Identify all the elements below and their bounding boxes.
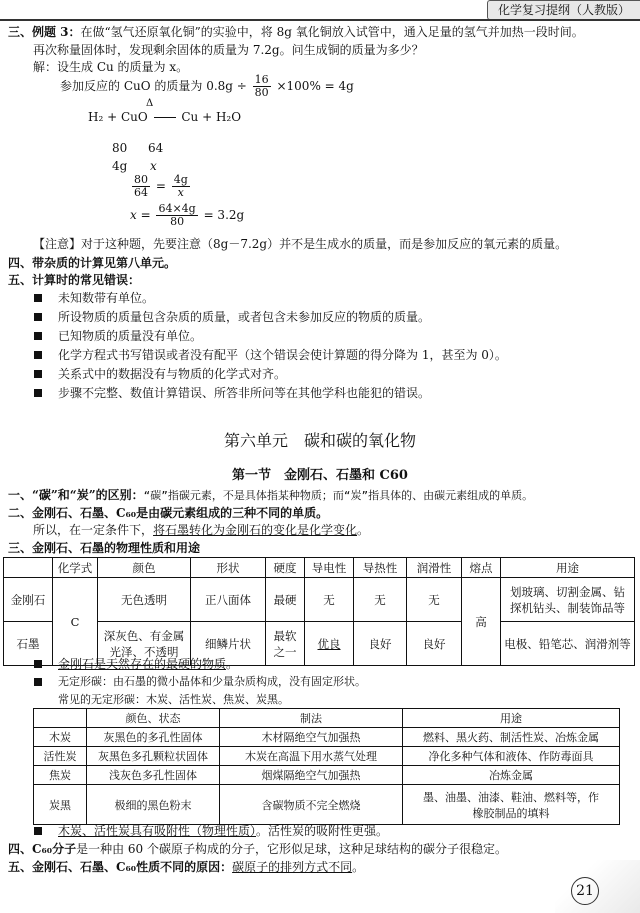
example-line-1 (8, 24, 584, 40)
header-title-box (487, 0, 640, 20)
value-cuo: 4g (112, 159, 128, 173)
page-number: 21 (571, 877, 599, 905)
mass-fraction: $\frac{16}{80}$ (254, 73, 269, 99)
table-row: 木炭 灰黑色的多孔性固体 木材隔绝空气加强热 燃料、黑火药、制活性炭、冶炼金属 (34, 728, 620, 747)
reaction-equation (88, 98, 242, 124)
diamond-hardest-note: 金刚石是天然存在的最硬的物质。 (58, 657, 239, 671)
error-item: 未知数带有单位。 (58, 291, 155, 305)
mass-line (60, 74, 354, 99)
unit-title: 第六单元 碳和碳的氧化物 (223, 431, 416, 450)
section-five: 五、计算时的常见错误： (8, 273, 141, 287)
bullet-icon (34, 332, 42, 340)
section-title: 第一节 金刚石、石墨和 C60 (232, 468, 408, 483)
error-item: 化学方程式书写错误或者没有配平（这个错误会使计算题的得分降为 1，甚至为 0）。 (58, 348, 507, 362)
molar-mass-cuo: 80 (112, 141, 128, 155)
eq-delta: Δ (146, 98, 154, 109)
example-heading: 三、例题 3： (8, 25, 81, 39)
common-amorphous: 常见的无定形碳：木炭、活性炭、焦炭、炭黑。 (58, 693, 289, 706)
error-item: 步骤不完整、数值计算错误、所答非所问等在其他学科也能犯的错误。 (58, 386, 431, 400)
table-row: 焦炭 浅灰色多孔性固体 烟煤隔绝空气加强热 冶炼金属 (34, 766, 620, 785)
bullet-icon (34, 389, 42, 397)
bullet-icon (34, 660, 42, 668)
bullet-icon (34, 351, 42, 359)
point-five: 五、金刚石、石墨、C₆₀性质不同的原因：碳原子的排列方式不同。 (8, 860, 365, 874)
point-one: 一、“碳”和“炭”的区别：“碳”指碳元素，不是具体指某种物质；而“炭”指具体的、由碳元素组成的单质。 (8, 488, 534, 502)
mass-label: 参加反应的 CuO 的质量为 0.8g ÷ (60, 79, 247, 93)
table-row: 炭黑 极细的黑色粉末 含碳物质不完全燃烧 墨、油墨、油漆、鞋油、燃料等，作 橡胶制品的填料 (34, 785, 620, 825)
amorphous-carbon-table (33, 708, 620, 825)
adsorption-note: 木炭、活性炭具有吸附性（物理性质）。活性炭的吸附性更强。 (58, 824, 389, 838)
eq-left: H₂ + CuO (88, 110, 148, 124)
header-rule (0, 19, 640, 21)
bullet-icon (34, 678, 42, 686)
error-item: 关系式中的数据没有与物质的化学式对齐。 (58, 367, 287, 381)
bullet-icon (34, 370, 42, 378)
value-x: x (150, 159, 157, 173)
table-row: 石墨 深灰色、有金属 光泽、不透明 细鳞片状 最软 之一 优良 良好 良好 电极、铅笔芯、润滑剂等 (4, 622, 635, 666)
bullet-icon (34, 294, 42, 302)
section-four: 四、带杂质的计算见第八单元。 (8, 256, 177, 270)
point-two: 二、金刚石、石墨、C₆₀是由碳元素组成的三种不同的单质。 (8, 506, 329, 520)
bullet-icon (34, 827, 42, 835)
eq-arrow (154, 117, 176, 118)
bullet-icon (34, 313, 42, 321)
solution-line: 解：设生成 Cu 的质量为 x。 (33, 60, 189, 74)
mass-result: ×100% = 4g (276, 79, 354, 93)
point-two-text: 所以，在一定条件下，将石墨转化为金刚石的变化是化学变化。 (33, 523, 370, 537)
point-three: 三、金刚石、石墨的物理性质和用途 (8, 541, 201, 555)
amorphous-carbon: 无定形碳：由石墨的微小晶体和少量杂质构成，没有固定形状。 (58, 675, 366, 688)
header-title: 化学复习提纲（人教版） (497, 3, 630, 17)
note-line: 【注意】对于这种题，先要注意（8g－7.2g）并不是生成水的质量，而是参加反应的氧元素的质量。 (33, 237, 568, 251)
error-item: 已知物质的质量没有单位。 (58, 329, 203, 343)
example-text-2: 再次称量固体时，发现剩余固体的质量为 7.2g。问生成铜的质量为多少？ (33, 43, 424, 57)
table-row: 活性炭 灰黑色多孔颗粒状固体 木炭在高温下用水蒸气处理 净化多种气体和液体、作防毒面具 (34, 747, 620, 766)
ratio-equation: $\frac{80}{64}$ = $\frac{4g}{x}$ (134, 173, 188, 199)
table-row: 金刚石 C 无色透明 正八面体 最硬 无 无 无 高 划玻璃、切割金属、钻 探机钻头、制装饰品等 (4, 578, 635, 622)
carbon-properties-table (3, 557, 635, 666)
point-four: 四、C₆₀分子是一种由 60 个碳原子构成的分子，它形似足球，这种足球结构的碳分子很稳定。 (8, 842, 507, 856)
table-header-row: 化学式 颜色 形状 硬度 导电性 导热性 润滑性 熔点 用途 (4, 558, 635, 578)
table-header-row: 颜色、状态 制法 用途 (34, 709, 620, 728)
molar-mass-cu: 64 (148, 141, 164, 155)
eq-right: Cu + H₂O (181, 110, 242, 124)
x-equation: x = $\frac{64\times 4g}{80}$ = 3.2g (130, 202, 245, 228)
error-item: 所设物质的质量包含杂质的质量，或者包含未参加反应的物质的质量。 (58, 310, 431, 324)
example-text-1: 在做“氢气还原氧化铜”的实验中，将 8g 氧化铜放入试管中，通入足量的氢气并加热一段时间。 (80, 25, 584, 39)
